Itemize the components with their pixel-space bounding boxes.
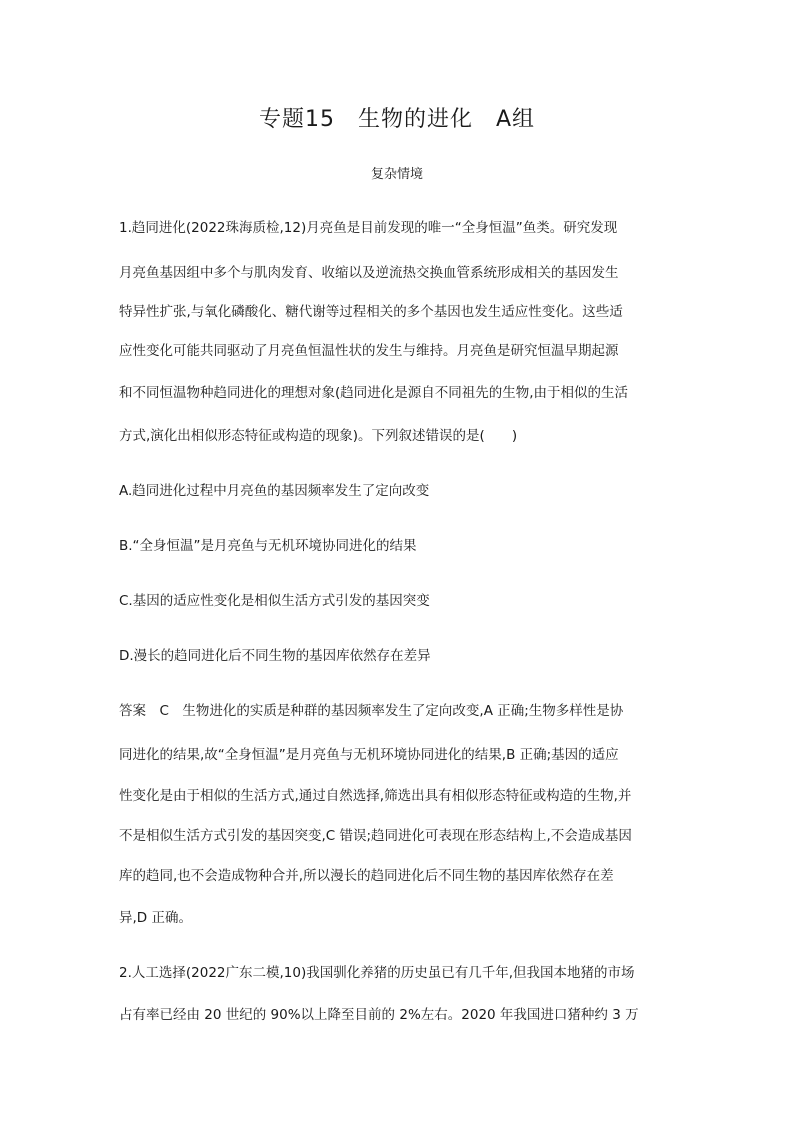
- q1-answer-line: 答案 C 生物进化的实质是种群的基因频率发生了定向改变,A 正确;生物多样性是协: [119, 703, 624, 719]
- q1-answer-line: 库的趋同,也不会造成物种合并,所以漫长的趋同进化后不同生物的基因库依然存在差: [119, 868, 614, 884]
- q1-answer-line: 异,D 正确。: [119, 910, 192, 926]
- q2-stem-line: 占有率已经由 20 世纪的 90%以上降至目前的 2%左右。2020 年我国进口猪种约 3 万: [119, 1007, 639, 1023]
- q2-stem-line: 2.人工选择(2022广东二模,10)我国驯化养猪的历史虽已有几千年,但我国本地猪的市场: [119, 965, 635, 981]
- q1-option-a: A.趋同进化过程中月亮鱼的基因频率发生了定向改变: [119, 483, 430, 499]
- q1-answer-line: 同进化的结果,故“全身恒温”是月亮鱼与无机环境协同进化的结果,B 正确;基因的适应: [119, 747, 619, 763]
- section-heading: 复杂情境: [370, 167, 423, 182]
- q1-stem-line: 特异性扩张,与氧化磷酸化、糖代谢等过程相关的多个基因也发生适应性变化。这些适: [119, 304, 623, 320]
- page-title: 专题15 生物的进化 A组: [258, 107, 536, 132]
- q1-stem-line: 应性变化可能共同驱动了月亮鱼恒温性状的发生与维持。月亮鱼是研究恒温早期起源: [119, 343, 619, 359]
- q1-option-d: D.漫长的趋同进化后不同生物的基因库依然存在差异: [119, 648, 431, 664]
- q1-answer-line: 不是相似生活方式引发的基因突变,C 错误;趋同进化可表现在形态结构上,不会造成基因: [119, 828, 632, 844]
- q1-stem-line: 1.趋同进化(2022珠海质检,12)月亮鱼是目前发现的唯一“全身恒温”鱼类。研究发现: [119, 220, 618, 236]
- q1-stem-line: 方式,演化出相似形态特征或构造的现象)。下列叙述错误的是( ): [119, 428, 518, 444]
- q1-stem-line: 和不同恒温物种趋同进化的理想对象(趋同进化是源自不同祖先的生物,由于相似的生活: [119, 385, 629, 401]
- q1-answer-line: 性变化是由于相似的生活方式,通过自然选择,筛选出具有相似形态特征或构造的生物,并: [119, 788, 632, 804]
- q1-stem-line: 月亮鱼基因组中多个与肌肉发育、收缩以及逆流热交换血管系统形成相关的基因发生: [119, 265, 619, 281]
- q1-option-c: C.基因的适应性变化是相似生活方式引发的基因突变: [119, 593, 430, 609]
- q1-option-b: B.“全身恒温”是月亮鱼与无机环境协同进化的结果: [119, 538, 417, 554]
